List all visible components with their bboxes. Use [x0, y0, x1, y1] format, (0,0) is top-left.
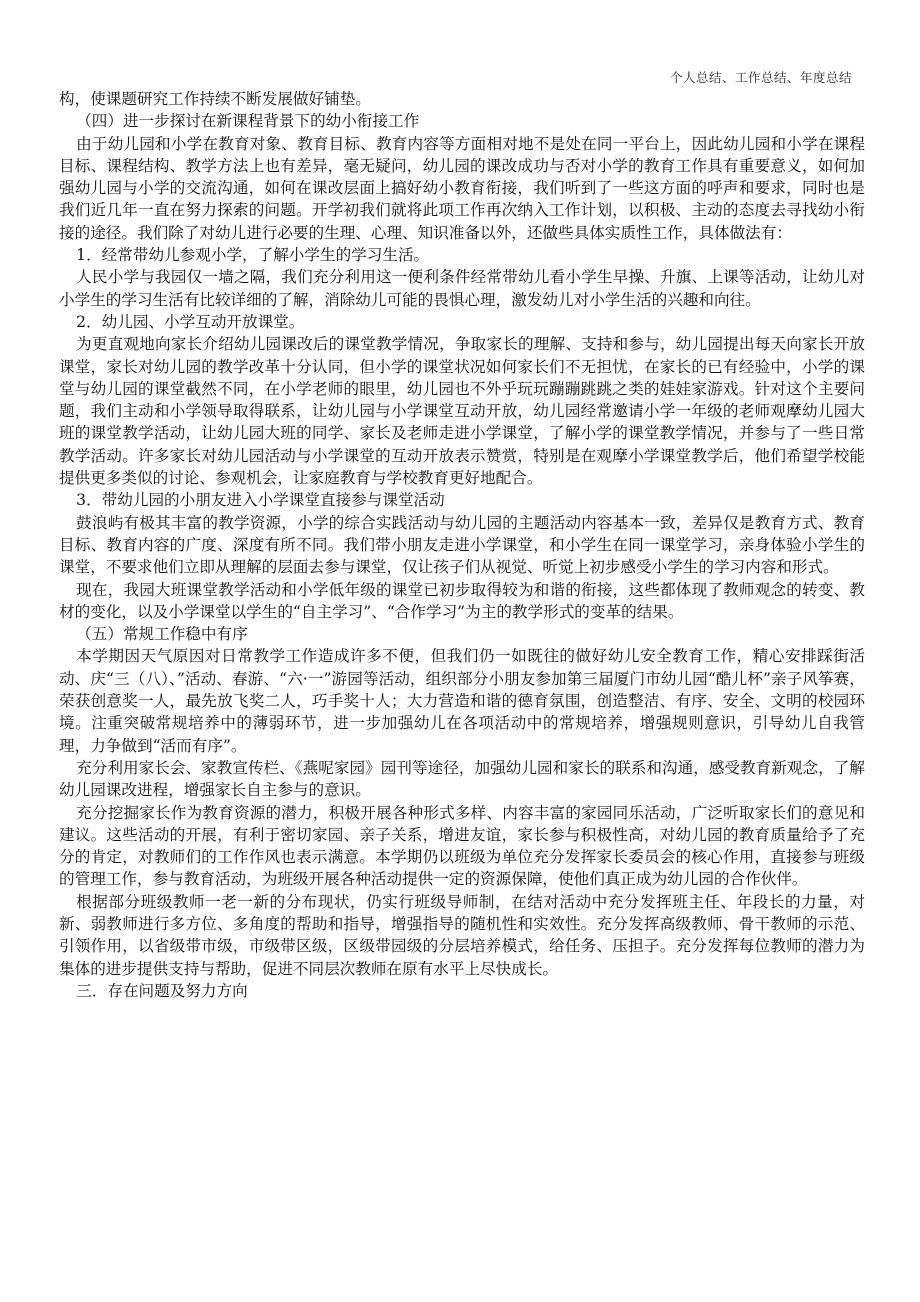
- paragraph: 充分挖掘家长作为教育资源的潜力，积极开展各种形式多样、内容丰富的家园同乐活动，广泛听取家长们的意见和建议。这些活动的开展，有利于密切家园、亲子关系，增进友谊，家长参与积极性高，对幼儿园的教育质量给予了充分的肯定，对教师们的工作作风也表示满意。本学期仍以班级为单位充分发挥家长委员会的核心作用，直接参与班级的管理工作，参与教育活动，为班级开展各种活动提供一定的资源保障，使他们真正成为幼儿园的合作伙伴。: [59, 803, 865, 889]
- paragraph: 现在，我园大班课堂教学活动和小学低年级的课堂已初步取得较为和谐的衔接，这些都体现了教师观念的转变、教材的变化，以及小学课堂以学生的“自主学习”、“合作学习”为主的教学形式的变革的结果。: [59, 580, 865, 621]
- paragraph: 本学期因天气原因对日常教学工作造成许多不便，但我们仍一如既往的做好幼儿安全教育工作，精心安排踩街活动、庆“三（八）、”活动、春游、“六·一”游园等活动，组织部分小朋友参加第三届厦门市幼儿园“酷儿杯”亲子风筝赛，荣获创意奖一人，最先放飞奖二人，巧手奖十人；大力营造和谐的德育氛围，创造整洁、有序、安全、文明的校园环境。注重突破常规培养中的薄弱环节，进一步加强幼儿在各项活动中的常规培养，增强规则意识，引导幼儿自我管理，力争做到“活而有序”。: [59, 647, 865, 755]
- section-heading: （五）常规工作稳中有序: [76, 625, 248, 644]
- paragraph: 鼓浪屿有极其丰富的教学资源，小学的综合实践活动与幼儿园的主题活动内容基本一致，差异仅是教育方式、教育目标、教育内容的广度、深度有所不同。我们带小朋友走进小学课堂，和小学生在同一课堂学习，亲身体验小学生的课堂，不要求他们立即从理解的层面去参与课堂，仅让孩子们从视觉、听觉上初步感受小学生的学习内容和形式。: [59, 513, 865, 577]
- page-header: 个人总结、工作总结、年度总结: [669, 70, 852, 85]
- paragraph: 由于幼儿园和小学在教育对象、教育目标、教育内容等方面相对地不是处在同一平台上，因此幼儿园和小学在课程目标、课程结构、教学方法上也有差异，毫无疑问，幼儿园的课改成功与否对小学的教育工作具有重要意义，如何加强幼儿园与小学的交流沟通，如何在课改层面上搞好幼小教育衔接，我们听到了一些这方面的呼声和要求，同时也是我们近几年一直在努力探索的问题。开学初我们就将此项工作再次纳入工作计划，以积极、主动的态度去寻找幼小衔接的途径。我们除了对幼儿进行必要的生理、心理、知识准备以外，还做些具体实质性工作，具体做法有：: [59, 134, 865, 242]
- section-heading: （四）进一步探讨在新课程背景下的幼小衔接工作: [76, 112, 420, 131]
- list-item-heading: 2．幼儿园、小学互动开放课堂。: [76, 312, 305, 331]
- paragraph: 构，使课题研究工作持续不断发展做好铺垫。: [59, 90, 371, 108]
- paragraph: 根据部分班级教师一老一新的分布现状，仍实行班级导师制，在结对活动中充分发挥班主任、年段长的力量，对新、弱教师进行多方位、多角度的帮助和指导，增强指导的随机性和实效性。充分发挥高级教师、骨干教师的示范、引领作用，以省级带市级，市级带区级，区级带园级的分层培养模式，给任务、压担子。充分发挥每位教师的潜力为集体的进步提供支持与帮助，促进不同层次教师在原有水平上尽快成长。: [59, 892, 865, 978]
- document-body: [59, 88, 865, 1002]
- paragraph: 为更直观地向家长介绍幼儿园课改后的课堂教学情况，争取家长的理解、支持和参与，幼儿园提出每天向家长开放课堂，家长对幼儿园的教学改革十分认同，但小学的课堂状况如何家长们不无担忧，在家长的已有经验中，小学的课堂与幼儿园的课堂截然不同，在小学老师的眼里，幼儿园也不外乎玩玩蹦蹦跳跳之类的娃娃家游戏。针对这个主要问题，我们主动和小学领导取得联系，让幼儿园与小学课堂互动开放，幼儿园经常邀请小学一年级的老师观摩幼儿园大班的课堂教学活动，让幼儿园大班的同学、家长及老师走进小学课堂，了解小学的课堂教学情况，并参与了一些日常教学活动。许多家长对幼儿园活动与小学课堂的互动开放表示赞赏，特别是在观摩小学课堂教学后，他们希望学校能提供更多类似的讨论、参观机会，让家庭教育与学校教育更好地配合。: [59, 335, 865, 488]
- section-heading: 三．存在问题及努力方向: [76, 981, 248, 1000]
- paragraph: 人民小学与我园仅一墙之隔，我们充分利用这一便利条件经常带幼儿看小学生早操、升旗、上课等活动，让幼儿对小学生的学习生活有比较详细的了解，消除幼儿可能的畏惧心理，激发幼儿对小学生活的兴趣和向往。: [59, 268, 865, 309]
- paragraph: 充分利用家长会、家教宣传栏、《燕呢家园》园刊等途径，加强幼儿园和家长的联系和沟通，感受教育新观念，了解幼儿园课改进程，增强家长自主参与的意识。: [59, 758, 865, 800]
- list-item-heading: 3．带幼儿园的小朋友进入小学课堂直接参与课堂活动: [76, 491, 445, 510]
- list-item-heading: 1．经常带幼儿参观小学，了解小学生的学习生活。: [76, 246, 430, 265]
